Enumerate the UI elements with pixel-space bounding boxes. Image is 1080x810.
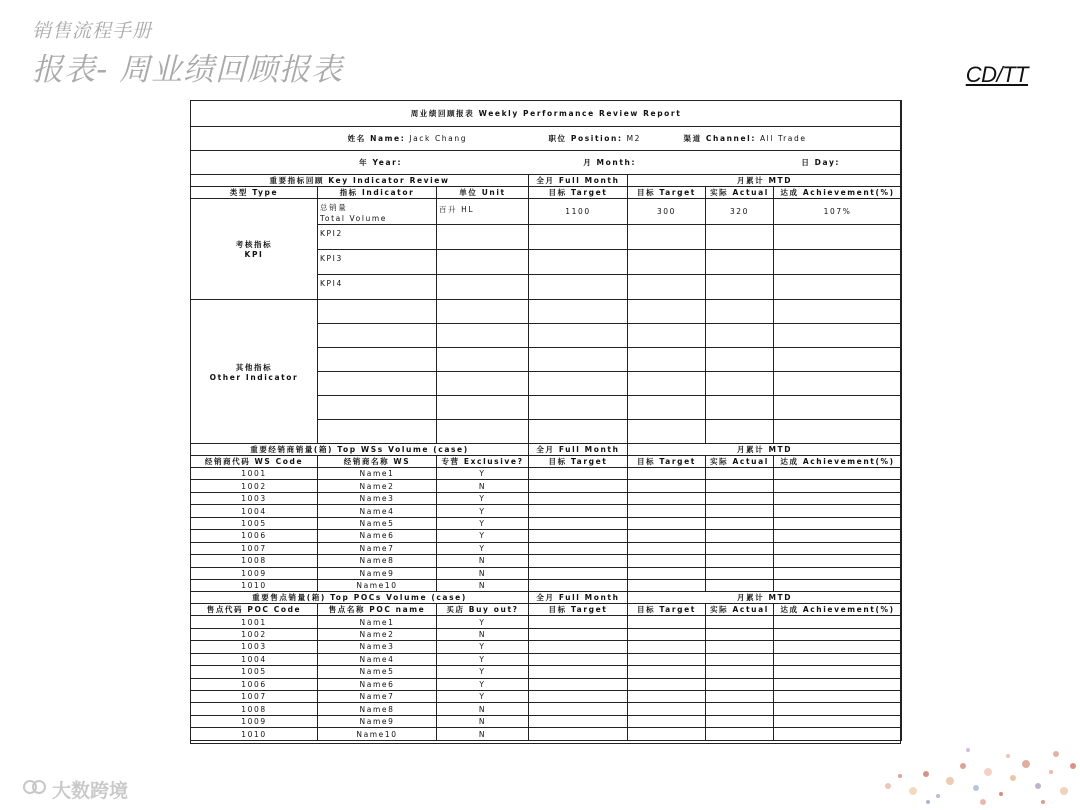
kpi-col-achievement: 达成 Achievement(%): [774, 187, 902, 199]
poc-name-cell: Name6: [318, 678, 437, 690]
name-value: Jack Chang: [409, 134, 468, 143]
floral-decoration-icon: [868, 736, 1080, 810]
kpi-indicator-1-cn: 总销量: [320, 203, 348, 212]
poc-name-cell: Name7: [318, 691, 437, 703]
kpi-full-month: 全月 Full Month: [529, 175, 628, 187]
poc-mtd-target-cell: [628, 653, 706, 665]
channel-label: 渠道 Channel:: [683, 134, 756, 143]
ws-name-cell: Name3: [318, 492, 437, 504]
other-cell: [318, 324, 437, 348]
ws-flag-cell: Y: [437, 530, 529, 542]
ws-col-name: 经销商名称 WS: [318, 456, 437, 468]
kpi-achievement-4: [774, 275, 902, 300]
poc-achievement-cell: [774, 691, 902, 703]
kpi-section-title: 重要指标回顾 Key Indicator Review: [191, 175, 529, 187]
ws-name-cell: Name8: [318, 555, 437, 567]
ws-actual-cell: [706, 480, 774, 492]
poc-mtd-target-cell: [628, 666, 706, 678]
ws-code-cell: 1002: [191, 480, 318, 492]
poc-code-cell: 1004: [191, 653, 318, 665]
poc-mtd-target-cell: [628, 715, 706, 727]
other-cell: [437, 420, 529, 444]
other-cell: [706, 300, 774, 324]
position-label: 职位 Position:: [548, 134, 623, 143]
other-cell: [529, 300, 628, 324]
poc-code-cell: 1002: [191, 628, 318, 640]
poc-code-cell: 1001: [191, 616, 318, 628]
other-cell: [437, 372, 529, 396]
ws-target-cell: [529, 492, 628, 504]
poc-actual-cell: [706, 678, 774, 690]
poc-target-cell: [529, 715, 628, 727]
poc-actual-cell: [706, 628, 774, 640]
ws-row: [191, 530, 902, 542]
ws-mtd-target-cell: [628, 555, 706, 567]
poc-achievement-cell: [774, 678, 902, 690]
kpi-col-type: 类型 Type: [191, 187, 318, 199]
poc-target-cell: [529, 728, 628, 740]
poc-col-name: 售点名称 POC name: [318, 604, 437, 616]
other-cell: [774, 396, 902, 420]
kpi-actual-3: [706, 250, 774, 275]
ws-row: [191, 468, 902, 480]
day-label: 日 Day:: [801, 158, 841, 167]
channel-value: All Trade: [759, 134, 807, 143]
kpi-mtd-target-3: [628, 250, 706, 275]
ws-target-cell: [529, 542, 628, 554]
kpi-actual-1: 320: [706, 199, 774, 225]
kpi-indicator-3: KPI3: [318, 250, 437, 275]
ws-flag-cell: N: [437, 555, 529, 567]
kpi-target-4: [529, 275, 628, 300]
ws-flag-cell: N: [437, 579, 529, 591]
poc-target-cell: [529, 653, 628, 665]
poc-mtd-target-cell: [628, 628, 706, 640]
kpi-actual-2: [706, 225, 774, 250]
other-cell: [706, 372, 774, 396]
poc-mtd-target-cell: [628, 703, 706, 715]
ws-actual-cell: [706, 555, 774, 567]
ws-actual-cell: [706, 517, 774, 529]
poc-code-cell: 1008: [191, 703, 318, 715]
poc-flag-cell: N: [437, 715, 529, 727]
ws-flag-cell: N: [437, 480, 529, 492]
poc-name-cell: Name3: [318, 641, 437, 653]
poc-target-cell: [529, 678, 628, 690]
ws-mtd-target-cell: [628, 517, 706, 529]
ws-achievement-cell: [774, 530, 902, 542]
ws-mtd-target-cell: [628, 567, 706, 579]
ws-row: [191, 579, 902, 591]
kpi-mtd-target-1: 300: [628, 199, 706, 225]
ws-mtd-target-cell: [628, 468, 706, 480]
ws-code-cell: 1003: [191, 492, 318, 504]
kpi-col-unit: 单位 Unit: [437, 187, 529, 199]
poc-target-cell: [529, 616, 628, 628]
other-cell: [706, 324, 774, 348]
other-cell: [628, 324, 706, 348]
ws-flag-cell: N: [437, 567, 529, 579]
poc-code-cell: 1009: [191, 715, 318, 727]
ws-target-cell: [529, 579, 628, 591]
name-label: 姓名 Name:: [347, 134, 406, 143]
page-subtitle: 销售流程手册: [32, 20, 153, 42]
other-cell: [437, 324, 529, 348]
ws-achievement-cell: [774, 567, 902, 579]
poc-row: [191, 703, 902, 715]
other-cell: [318, 396, 437, 420]
kpi-achievement-1: 107%: [774, 199, 902, 225]
poc-name-cell: Name10: [318, 728, 437, 740]
ws-achievement-cell: [774, 468, 902, 480]
ws-rows: [191, 468, 902, 592]
kpi-actual-4: [706, 275, 774, 300]
ws-col-target: 目标 Target: [529, 456, 628, 468]
poc-row: [191, 616, 902, 628]
poc-name-cell: Name4: [318, 653, 437, 665]
poc-col-mtd-target: 目标 Target: [628, 604, 706, 616]
kpi-col-mtd-target: 目标 Target: [628, 187, 706, 199]
month-label: 月 Month:: [583, 158, 637, 167]
report-sheet: [190, 100, 901, 744]
other-cell: [706, 420, 774, 444]
ws-mtd-target-cell: [628, 579, 706, 591]
page-title: 报表- 周业绩回顾报表: [32, 52, 344, 88]
poc-col-actual: 实际 Actual: [706, 604, 774, 616]
ws-code-cell: 1007: [191, 542, 318, 554]
other-cell: [529, 420, 628, 444]
ws-achievement-cell: [774, 542, 902, 554]
position-value: M2: [626, 134, 642, 143]
ws-target-cell: [529, 505, 628, 517]
poc-actual-cell: [706, 653, 774, 665]
ws-actual-cell: [706, 567, 774, 579]
poc-target-cell: [529, 628, 628, 640]
ws-col-actual: 实际 Actual: [706, 456, 774, 468]
kpi-achievement-3: [774, 250, 902, 275]
poc-actual-cell: [706, 666, 774, 678]
poc-code-cell: 1005: [191, 666, 318, 678]
poc-mtd-target-cell: [628, 678, 706, 690]
poc-col-target: 目标 Target: [529, 604, 628, 616]
other-cell: [628, 420, 706, 444]
watermark-logo-icon: [22, 776, 48, 798]
ws-row: [191, 505, 902, 517]
other-cell: [437, 396, 529, 420]
ws-row: [191, 567, 902, 579]
poc-name-cell: Name1: [318, 616, 437, 628]
other-cell: [628, 300, 706, 324]
poc-actual-cell: [706, 616, 774, 628]
other-cell: [318, 420, 437, 444]
poc-mtd-target-cell: [628, 616, 706, 628]
poc-actual-cell: [706, 641, 774, 653]
kpi-target-1: 1100: [529, 199, 628, 225]
poc-target-cell: [529, 641, 628, 653]
kpi-unit-1: 百升 HL: [437, 199, 529, 225]
poc-name-cell: Name8: [318, 703, 437, 715]
poc-name-cell: Name2: [318, 628, 437, 640]
kpi-target-2: [529, 225, 628, 250]
other-cell: [318, 348, 437, 372]
poc-flag-cell: Y: [437, 666, 529, 678]
ws-code-cell: 1001: [191, 468, 318, 480]
poc-actual-cell: [706, 715, 774, 727]
other-cell: [774, 372, 902, 396]
watermark-text: 大数跨境: [52, 780, 129, 802]
ws-code-cell: 1009: [191, 567, 318, 579]
ws-section-title: 重要经销商销量(箱) Top WSs Volume (case): [191, 444, 529, 456]
poc-achievement-cell: [774, 641, 902, 653]
ws-mtd-target-cell: [628, 530, 706, 542]
ws-row: [191, 480, 902, 492]
poc-col-achievement: 达成 Achievement(%): [774, 604, 902, 616]
kpi-unit-2: [437, 225, 529, 250]
ws-target-cell: [529, 530, 628, 542]
poc-name-cell: Name5: [318, 666, 437, 678]
kpi-target-3: [529, 250, 628, 275]
kpi-mtd: 月累计 MTD: [628, 175, 902, 187]
poc-flag-cell: Y: [437, 691, 529, 703]
ws-name-cell: Name6: [318, 530, 437, 542]
ws-name-cell: Name2: [318, 480, 437, 492]
poc-name-cell: Name9: [318, 715, 437, 727]
poc-achievement-cell: [774, 653, 902, 665]
poc-row: [191, 715, 902, 727]
other-cell: [437, 300, 529, 324]
poc-mtd-target-cell: [628, 641, 706, 653]
kpi-col-actual: 实际 Actual: [706, 187, 774, 199]
poc-row: [191, 666, 902, 678]
ws-code-cell: 1006: [191, 530, 318, 542]
poc-code-cell: 1003: [191, 641, 318, 653]
ws-achievement-cell: [774, 492, 902, 504]
poc-row: [191, 691, 902, 703]
poc-flag-cell: Y: [437, 616, 529, 628]
kpi-indicator-4: KPI4: [318, 275, 437, 300]
ws-name-cell: Name10: [318, 579, 437, 591]
kpi-indicator-1: [318, 199, 437, 225]
report-table: [190, 100, 902, 741]
ws-col-flag: 专营 Exclusive?: [437, 456, 529, 468]
ws-target-cell: [529, 567, 628, 579]
other-cell: [706, 348, 774, 372]
ws-achievement-cell: [774, 555, 902, 567]
ws-achievement-cell: [774, 517, 902, 529]
year-label: 年 Year:: [359, 158, 403, 167]
ws-target-cell: [529, 480, 628, 492]
other-cell: [529, 348, 628, 372]
other-cell: [628, 372, 706, 396]
ws-flag-cell: Y: [437, 517, 529, 529]
other-cell: [628, 396, 706, 420]
poc-actual-cell: [706, 691, 774, 703]
ws-achievement-cell: [774, 579, 902, 591]
kpi-group-label: [191, 199, 318, 300]
poc-col-flag: 买店 Buy out?: [437, 604, 529, 616]
ws-row: [191, 492, 902, 504]
other-cell: [529, 372, 628, 396]
ws-col-code: 经销商代码 WS Code: [191, 456, 318, 468]
kpi-group-en: KPI: [244, 250, 264, 259]
ws-col-achievement: 达成 Achievement(%): [774, 456, 902, 468]
ws-achievement-cell: [774, 505, 902, 517]
ws-target-cell: [529, 517, 628, 529]
ws-code-cell: 1004: [191, 505, 318, 517]
kpi-mtd-target-4: [628, 275, 706, 300]
ws-actual-cell: [706, 505, 774, 517]
ws-row: [191, 517, 902, 529]
poc-achievement-cell: [774, 666, 902, 678]
kpi-unit-3: [437, 250, 529, 275]
ws-flag-cell: Y: [437, 505, 529, 517]
poc-flag-cell: Y: [437, 678, 529, 690]
kpi-group-cn: 考核指标: [235, 240, 273, 249]
poc-code-cell: 1007: [191, 691, 318, 703]
other-cell: [437, 348, 529, 372]
ws-row: [191, 542, 902, 554]
info-row-date: [191, 151, 902, 175]
ws-mtd: 月累计 MTD: [628, 444, 902, 456]
other-cell: [774, 348, 902, 372]
poc-target-cell: [529, 703, 628, 715]
other-group-en: Other Indicator: [209, 372, 299, 382]
kpi-mtd-target-2: [628, 225, 706, 250]
poc-actual-cell: [706, 703, 774, 715]
poc-row: [191, 641, 902, 653]
ws-name-cell: Name9: [318, 567, 437, 579]
poc-row: [191, 628, 902, 640]
ws-actual-cell: [706, 579, 774, 591]
ws-full-month: 全月 Full Month: [529, 444, 628, 456]
poc-rows: [191, 616, 902, 740]
poc-row: [191, 678, 902, 690]
other-cell: [628, 348, 706, 372]
kpi-indicator-1-en: Total Volume: [320, 214, 387, 223]
ws-flag-cell: Y: [437, 542, 529, 554]
poc-row: [191, 653, 902, 665]
ws-target-cell: [529, 555, 628, 567]
other-cell: [706, 396, 774, 420]
poc-flag-cell: Y: [437, 641, 529, 653]
ws-actual-cell: [706, 492, 774, 504]
poc-flag-cell: Y: [437, 653, 529, 665]
kpi-col-target: 目标 Target: [529, 187, 628, 199]
ws-actual-cell: [706, 468, 774, 480]
poc-col-code: 售点代码 POC Code: [191, 604, 318, 616]
ws-col-mtd-target: 目标 Target: [628, 456, 706, 468]
other-group-label: [191, 300, 318, 444]
ws-name-cell: Name4: [318, 505, 437, 517]
other-cell: [529, 324, 628, 348]
other-cell: [529, 396, 628, 420]
ws-name-cell: Name5: [318, 517, 437, 529]
other-cell: [774, 420, 902, 444]
poc-achievement-cell: [774, 715, 902, 727]
ws-target-cell: [529, 468, 628, 480]
info-row-name: [191, 127, 902, 151]
poc-flag-cell: N: [437, 628, 529, 640]
other-group-cn: 其他指标: [235, 362, 273, 372]
ws-actual-cell: [706, 530, 774, 542]
ws-mtd-target-cell: [628, 492, 706, 504]
kpi-unit-4: [437, 275, 529, 300]
poc-mtd-target-cell: [628, 728, 706, 740]
ws-mtd-target-cell: [628, 542, 706, 554]
kpi-indicator-2: KPI2: [318, 225, 437, 250]
other-cell: [774, 300, 902, 324]
ws-code-cell: 1008: [191, 555, 318, 567]
poc-code-cell: 1010: [191, 728, 318, 740]
ws-flag-cell: Y: [437, 468, 529, 480]
poc-target-cell: [529, 691, 628, 703]
ws-row: [191, 555, 902, 567]
other-cell: [318, 300, 437, 324]
poc-flag-cell: N: [437, 728, 529, 740]
poc-mtd-target-cell: [628, 691, 706, 703]
poc-achievement-cell: [774, 703, 902, 715]
ws-mtd-target-cell: [628, 480, 706, 492]
ws-name-cell: Name7: [318, 542, 437, 554]
kpi-achievement-2: [774, 225, 902, 250]
ws-code-cell: 1005: [191, 517, 318, 529]
poc-row: [191, 728, 902, 740]
channel-tag: CD/TT: [965, 62, 1028, 87]
ws-code-cell: 1010: [191, 579, 318, 591]
poc-full-month: 全月 Full Month: [529, 592, 628, 604]
ws-name-cell: Name1: [318, 468, 437, 480]
poc-achievement-cell: [774, 616, 902, 628]
ws-mtd-target-cell: [628, 505, 706, 517]
poc-mtd: 月累计 MTD: [628, 592, 902, 604]
poc-target-cell: [529, 666, 628, 678]
ws-flag-cell: Y: [437, 492, 529, 504]
other-cell: [318, 372, 437, 396]
poc-actual-cell: [706, 728, 774, 740]
kpi-col-indicator: 指标 Indicator: [318, 187, 437, 199]
poc-achievement-cell: [774, 628, 902, 640]
ws-achievement-cell: [774, 480, 902, 492]
ws-actual-cell: [706, 542, 774, 554]
other-cell: [774, 324, 902, 348]
poc-flag-cell: N: [437, 703, 529, 715]
report-title: 周业绩回顾报表 Weekly Performance Review Report: [191, 101, 902, 127]
poc-section-title: 重要售点销量(箱) Top POCs Volume (case): [191, 592, 529, 604]
poc-code-cell: 1006: [191, 678, 318, 690]
